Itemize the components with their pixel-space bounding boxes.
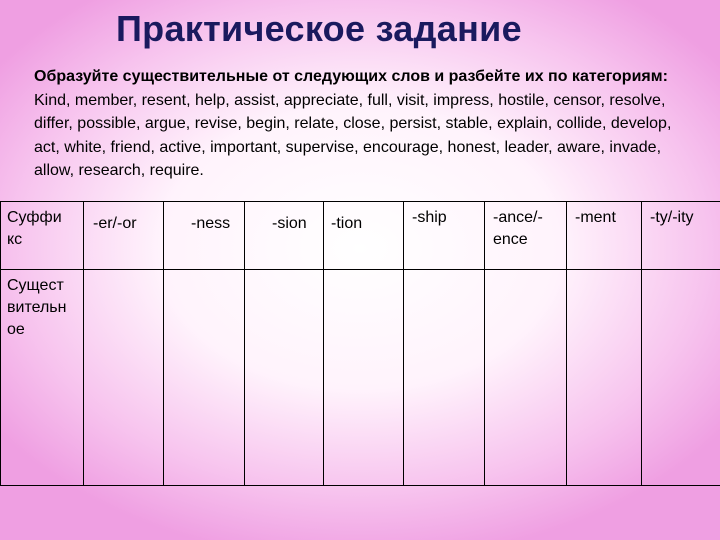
noun-row	[1, 270, 720, 486]
noun-cell-er-or	[84, 270, 164, 486]
page-title: Практическое задание	[116, 8, 522, 49]
noun-cell-ance-ence	[485, 270, 567, 486]
suffix-header-row	[1, 202, 720, 270]
task-lead: Образуйте существительные от следующих слов и разбейте их по категориям:	[34, 68, 668, 85]
row-header-suffix: Суффи кс	[1, 202, 84, 270]
suffix-cell-ment: -ment	[567, 202, 642, 270]
noun-cell-sion	[245, 270, 324, 486]
noun-cell-ment	[567, 270, 642, 486]
suffix-cell-ance-ence: -ance/-ence	[485, 202, 567, 270]
suffix-cell-ship: -ship	[404, 202, 485, 270]
suffix-cell-tion: -tion	[324, 202, 404, 270]
suffix-table	[0, 201, 720, 486]
suffix-cell-sion: -sion	[245, 202, 324, 270]
suffix-cell-ty-ity: -ty/-ity	[642, 202, 720, 270]
suffix-cell-er-or: -er/-or	[84, 202, 164, 270]
row-header-noun: Сущест вительн ое	[1, 270, 84, 486]
noun-cell-tion	[324, 270, 404, 486]
noun-cell-ness	[164, 270, 245, 486]
suffix-cell-ness: -ness	[164, 202, 245, 270]
noun-cell-ty-ity	[642, 270, 720, 486]
task-instructions	[34, 65, 694, 183]
noun-cell-ship	[404, 270, 485, 486]
task-word-list: Kind, member, resent, help, assist, appreciate, full, visit, impress, hostile, censor, resolve, differ, possible, argue, revise, begin, relate, close, persist, stable, explain, collide, develop, act, white, friend, active, important, supervise, encourage, honest, leader, aware, invade, allow, research, require.	[34, 91, 672, 179]
